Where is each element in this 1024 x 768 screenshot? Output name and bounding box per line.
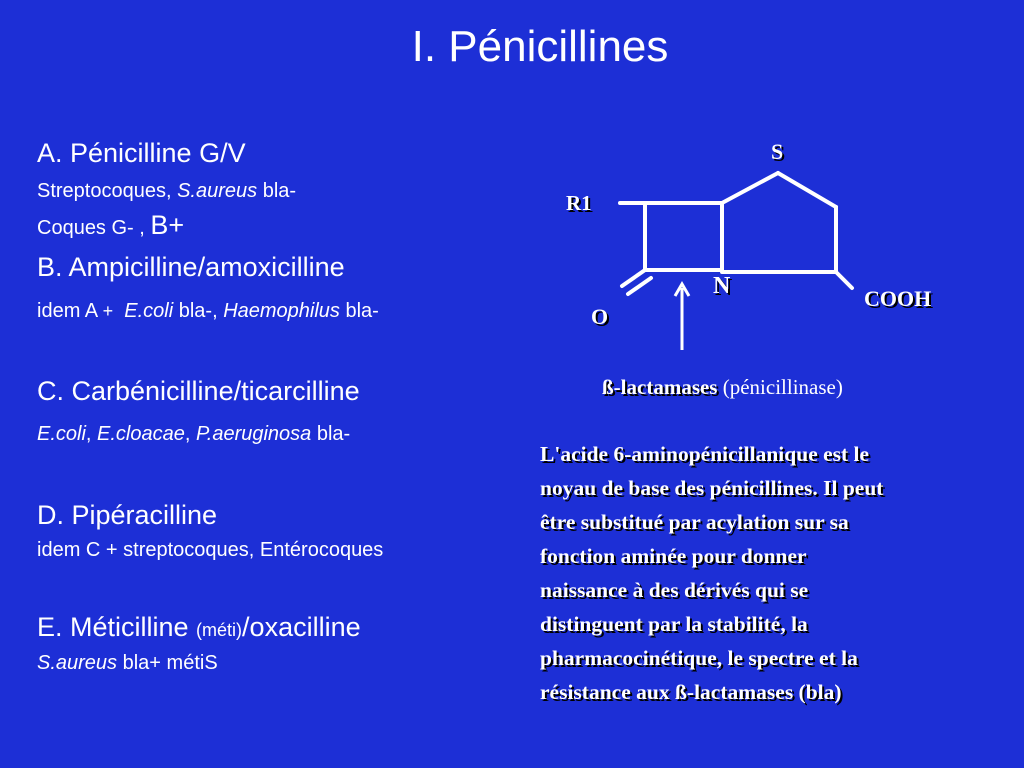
paragraph-line: fonction aminée pour donner: [540, 544, 807, 568]
bond-ring-upper-right: [778, 173, 836, 207]
section-c-heading: C. Carbénicilline/ticarcilline: [37, 376, 360, 406]
section-d-spectrum: idem C + streptocoques, Entérocoques: [37, 539, 384, 561]
bond-cooh: [836, 272, 852, 288]
paragraph-line: noyau de base des pénicillines. Il peut: [540, 476, 884, 500]
paragraph-line: naissance à des dérivés qui se: [540, 578, 809, 602]
section-e-spectrum: S.aureus bla+ métiS: [37, 652, 218, 674]
section-a-heading: A. Pénicilline G/V: [37, 138, 246, 168]
section-b-spectrum: idem A + E.coli bla-, Haemophilus bla-: [37, 300, 379, 322]
cooh-label: COOH: [864, 286, 932, 311]
section-a-spectrum-2: Coques G- , B+: [37, 210, 185, 240]
paragraph-line: distinguent par la stabilité, la: [540, 612, 808, 636]
section-b-heading: B. Ampicilline/amoxicilline: [37, 252, 345, 282]
r1-label: R1: [566, 191, 592, 215]
paragraph-line: résistance aux ß-lactamases (bla): [540, 680, 842, 704]
bond-ring-upper-left: [722, 173, 778, 203]
section-e-heading: E. Méticilline (méti)/oxacilline: [37, 612, 361, 642]
paragraph-line: être substitué par acylation sur sa: [540, 510, 849, 534]
section-d-heading: D. Pipéracilline: [37, 500, 218, 530]
beta-lactamase-caption: ß-lactamases (pénicillinase): [602, 375, 843, 399]
atom-o-label: O: [591, 304, 609, 329]
section-a-spectrum: Streptocoques, S.aureus bla-: [37, 180, 297, 202]
paragraph-line: L'acide 6-aminopénicillanique est le: [540, 442, 870, 466]
description-paragraph: [540, 437, 1010, 709]
paragraph-line: pharmacocinétique, le spectre et la: [540, 646, 858, 670]
section-c-spectrum: E.coli, E.cloacae, P.aeruginosa bla-: [37, 423, 351, 445]
atom-n-label: N: [713, 273, 731, 299]
atom-s-label: S: [771, 139, 784, 164]
slide-title: I. Pénicillines: [411, 22, 669, 71]
beta-lactamase-arrow: [675, 284, 689, 350]
